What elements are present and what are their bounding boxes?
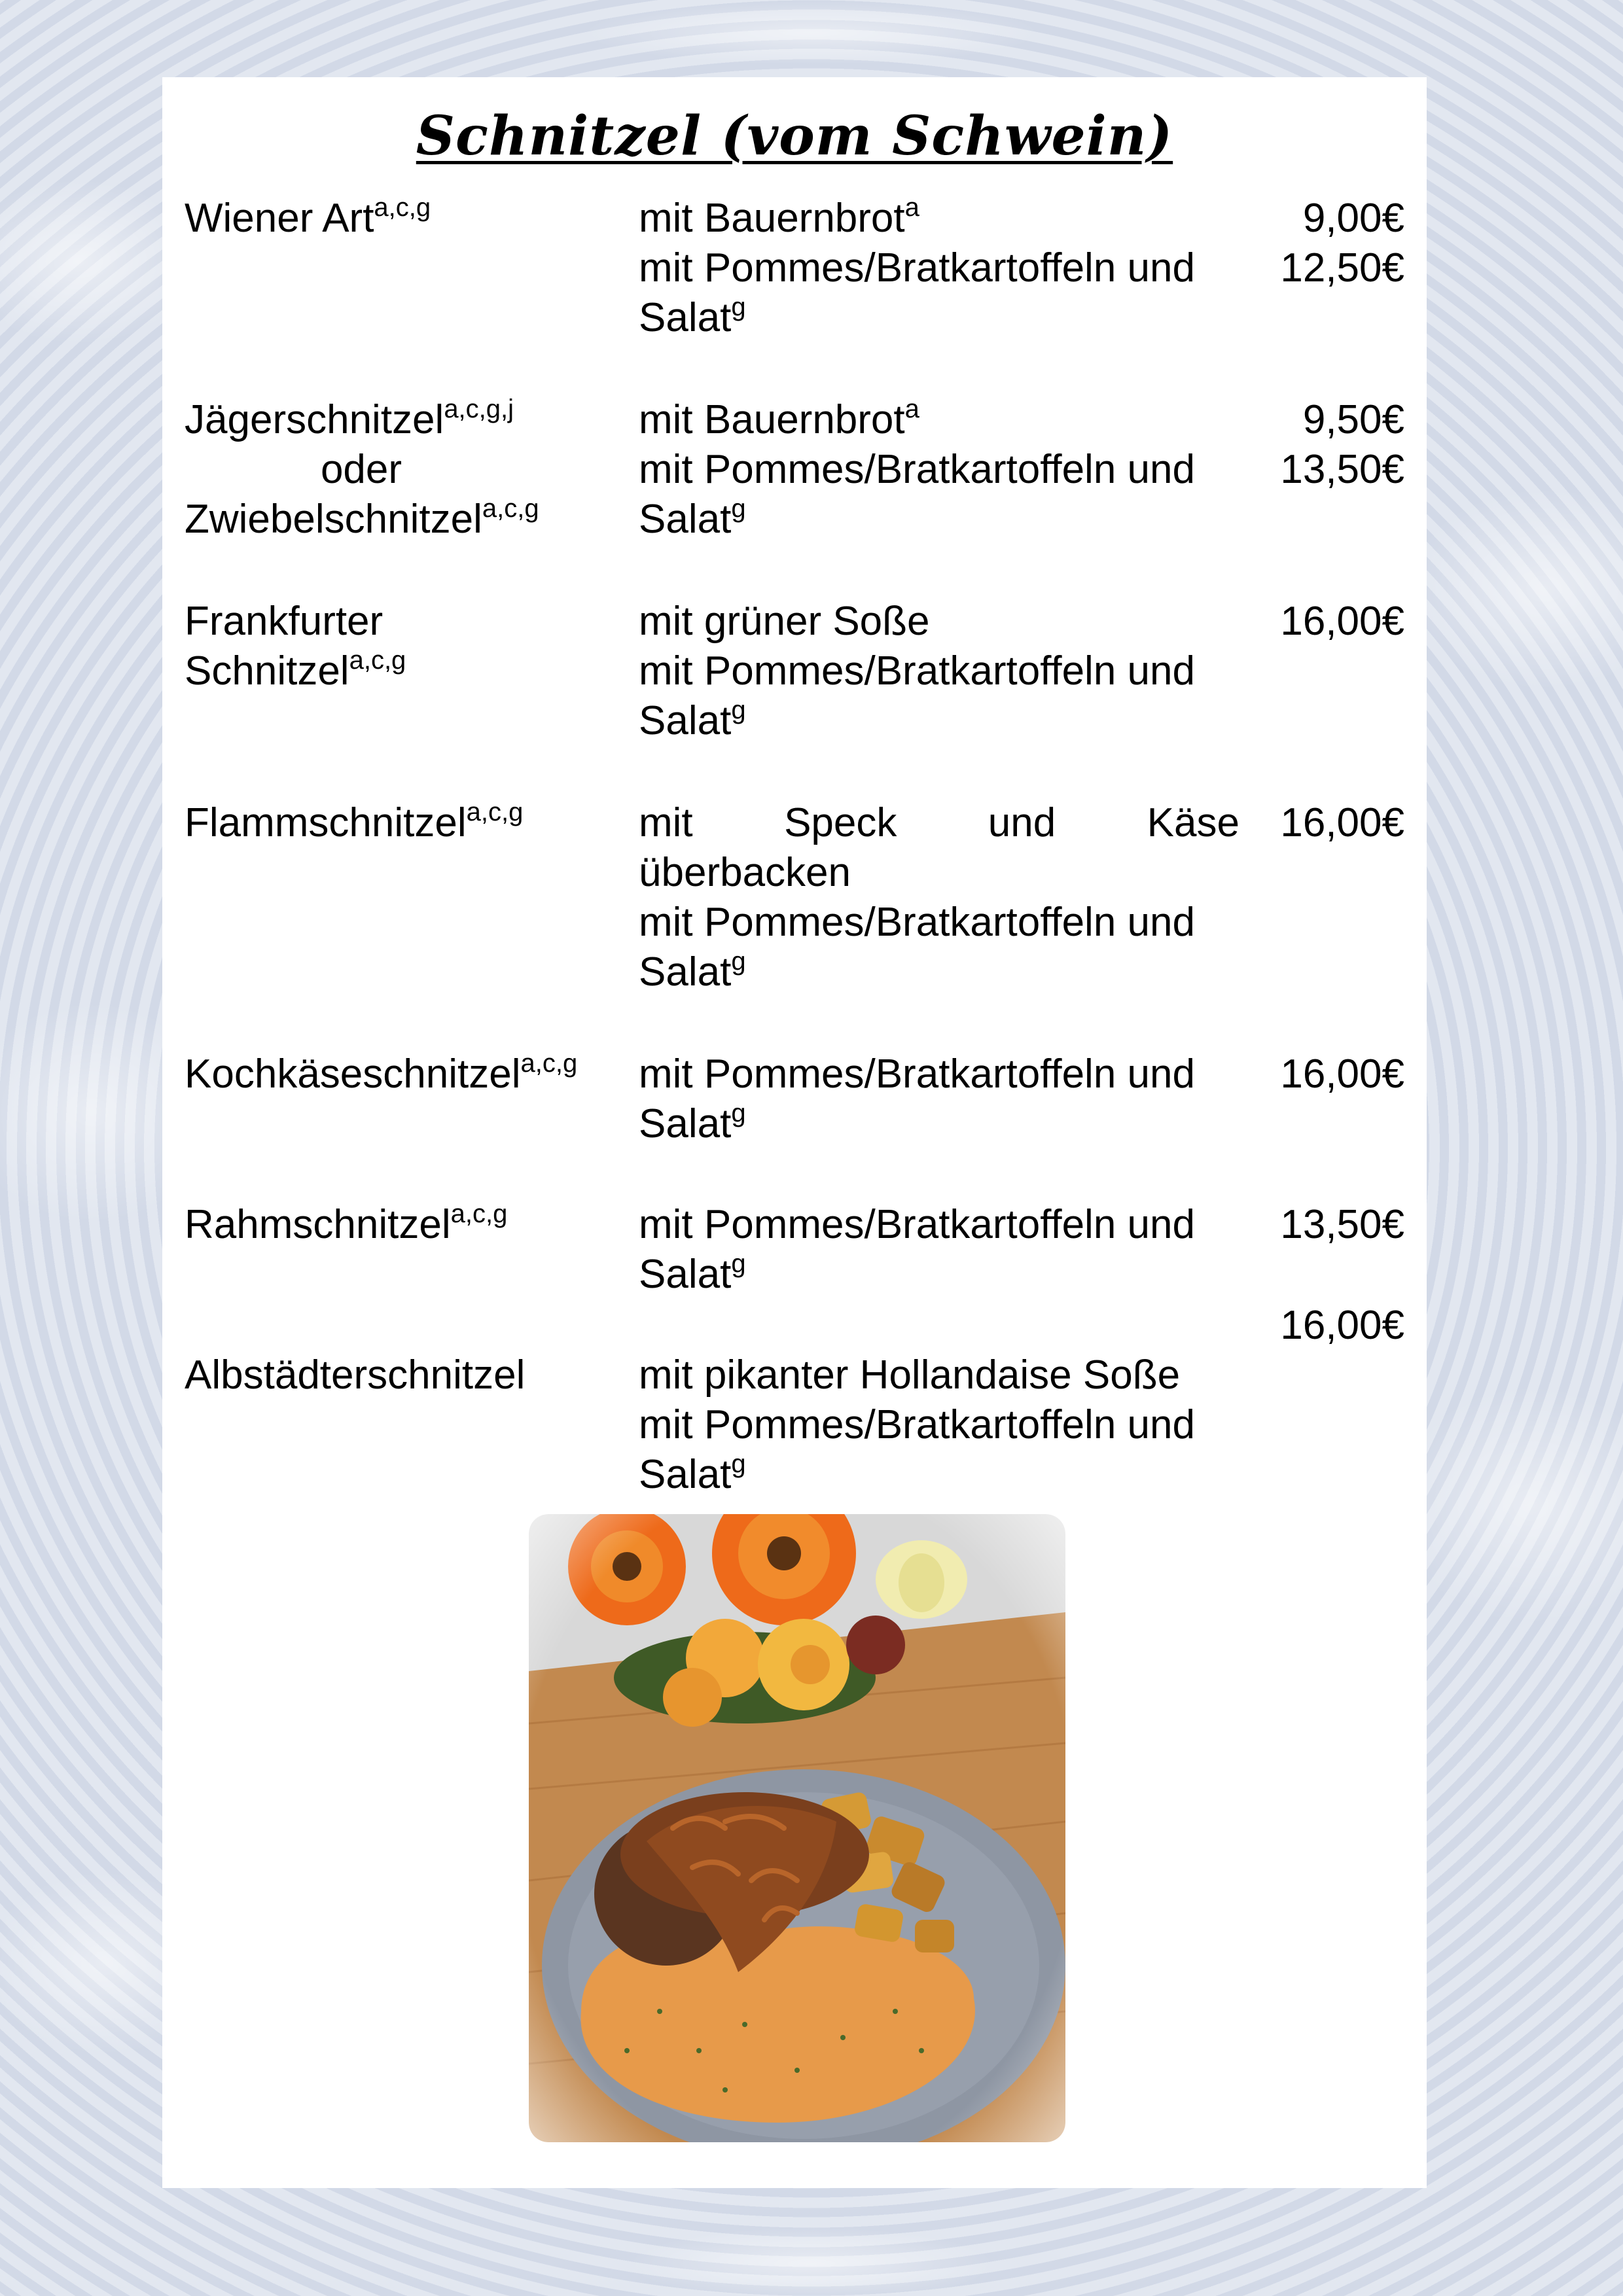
schnitzel-plate-photo <box>529 1514 1065 2142</box>
allergen-codes: a <box>904 193 919 222</box>
option-text: mit Pommes/Bratkartoffeln und <box>639 245 1195 291</box>
option-text: mit Pommes/Bratkartoffeln und <box>639 1202 1195 1247</box>
item-description <box>639 1050 1240 1149</box>
item-name-text: Jägerschnitzel <box>185 397 444 442</box>
price: 13,50€ <box>1280 447 1404 492</box>
item-name <box>185 194 610 243</box>
allergen-codes: a,c,g <box>450 1199 508 1228</box>
allergen-codes: g <box>731 947 746 976</box>
item-name <box>185 1050 610 1099</box>
price: 16,00€ <box>1280 1303 1404 1348</box>
item-description <box>639 395 1240 544</box>
option-word: mit <box>639 800 693 845</box>
item-name-text: Albstädterschnitzel <box>185 1352 526 1398</box>
item-description <box>639 798 1240 997</box>
item-name <box>185 1200 610 1250</box>
page-title: Schnitzel (vom Schwein) <box>416 105 1173 168</box>
option-text: Salat <box>639 949 732 995</box>
allergen-codes: g <box>731 1249 746 1278</box>
allergen-codes: a,c,g,j <box>444 395 514 423</box>
option-word: Speck <box>784 800 897 845</box>
allergen-codes: g <box>731 1099 746 1127</box>
allergen-codes: a <box>904 395 919 423</box>
allergen-codes: a,c,g <box>349 646 406 675</box>
option-text: mit Bauernbrot <box>639 196 905 241</box>
menu-page <box>162 77 1427 2188</box>
item-prices <box>1247 798 1404 848</box>
item-prices <box>1247 1200 1404 1250</box>
option-word: und <box>988 800 1056 845</box>
item-name <box>185 597 610 696</box>
option-text: mit Pommes/Bratkartoffeln und <box>639 1051 1195 1097</box>
price: 12,50€ <box>1280 245 1404 291</box>
allergen-codes: a,c,g <box>482 494 539 523</box>
option-text: Salat <box>639 698 732 743</box>
item-name <box>185 1351 610 1400</box>
option-text: mit pikanter Hollandaise Soße <box>639 1352 1181 1398</box>
price: 16,00€ <box>1280 599 1404 644</box>
item-description <box>639 1351 1240 1500</box>
item-name-text: Kochkäseschnitzel <box>185 1051 521 1097</box>
price: 9,00€ <box>1302 196 1404 241</box>
option-text: mit Pommes/Bratkartoffeln und <box>639 648 1195 694</box>
red-berry <box>846 1616 905 1674</box>
item-name-text: Schnitzel <box>185 648 349 694</box>
option-text: Salat <box>639 497 732 542</box>
price: 9,50€ <box>1302 397 1404 442</box>
price: 16,00€ <box>1280 1051 1404 1097</box>
price: 13,50€ <box>1280 1202 1404 1247</box>
item-name-text: Wiener Art <box>185 196 374 241</box>
item-name-text: Rahmschnitzel <box>185 1202 451 1247</box>
item-prices <box>1247 194 1404 293</box>
item-prices <box>1247 1301 1404 1351</box>
option-text: Salat <box>639 1452 732 1497</box>
allergen-codes: g <box>731 292 746 321</box>
allergen-codes: g <box>731 696 746 724</box>
allergen-codes: a,c,g <box>520 1049 578 1078</box>
item-description <box>639 1200 1240 1299</box>
option-text <box>639 798 1240 848</box>
option-text: mit grüner Soße <box>639 599 930 644</box>
allergen-codes: a,c,g <box>466 798 524 826</box>
item-name-text: Zwiebelschnitzel <box>185 497 482 542</box>
item-name <box>185 395 610 544</box>
photo-illustration <box>529 1514 1065 2142</box>
item-name-text: Frankfurter <box>185 599 383 644</box>
option-text: mit Pommes/Bratkartoffeln und <box>639 447 1195 492</box>
option-text: mit Pommes/Bratkartoffeln und <box>639 1402 1195 1447</box>
option-text: Salat <box>639 1101 732 1146</box>
item-prices <box>1247 1050 1404 1099</box>
item-name <box>185 798 610 848</box>
item-prices <box>1247 395 1404 495</box>
option-word: Käse <box>1147 800 1240 845</box>
option-text: überbacken <box>639 850 851 895</box>
option-text: mit Bauernbrot <box>639 397 905 442</box>
item-name-text: Flammschnitzel <box>185 800 467 845</box>
option-text: Salat <box>639 295 732 340</box>
allergen-codes: a,c,g <box>374 193 431 222</box>
item-description <box>639 194 1240 343</box>
item-prices <box>1247 597 1404 646</box>
allergen-codes: g <box>731 1449 746 1478</box>
cream-tulip <box>876 1540 967 1619</box>
item-description <box>639 597 1240 746</box>
price: 16,00€ <box>1280 800 1404 845</box>
option-text: Salat <box>639 1252 732 1297</box>
allergen-codes: g <box>731 494 746 523</box>
option-text: mit Pommes/Bratkartoffeln und <box>639 900 1195 945</box>
item-name-connector: oder <box>320 447 402 492</box>
